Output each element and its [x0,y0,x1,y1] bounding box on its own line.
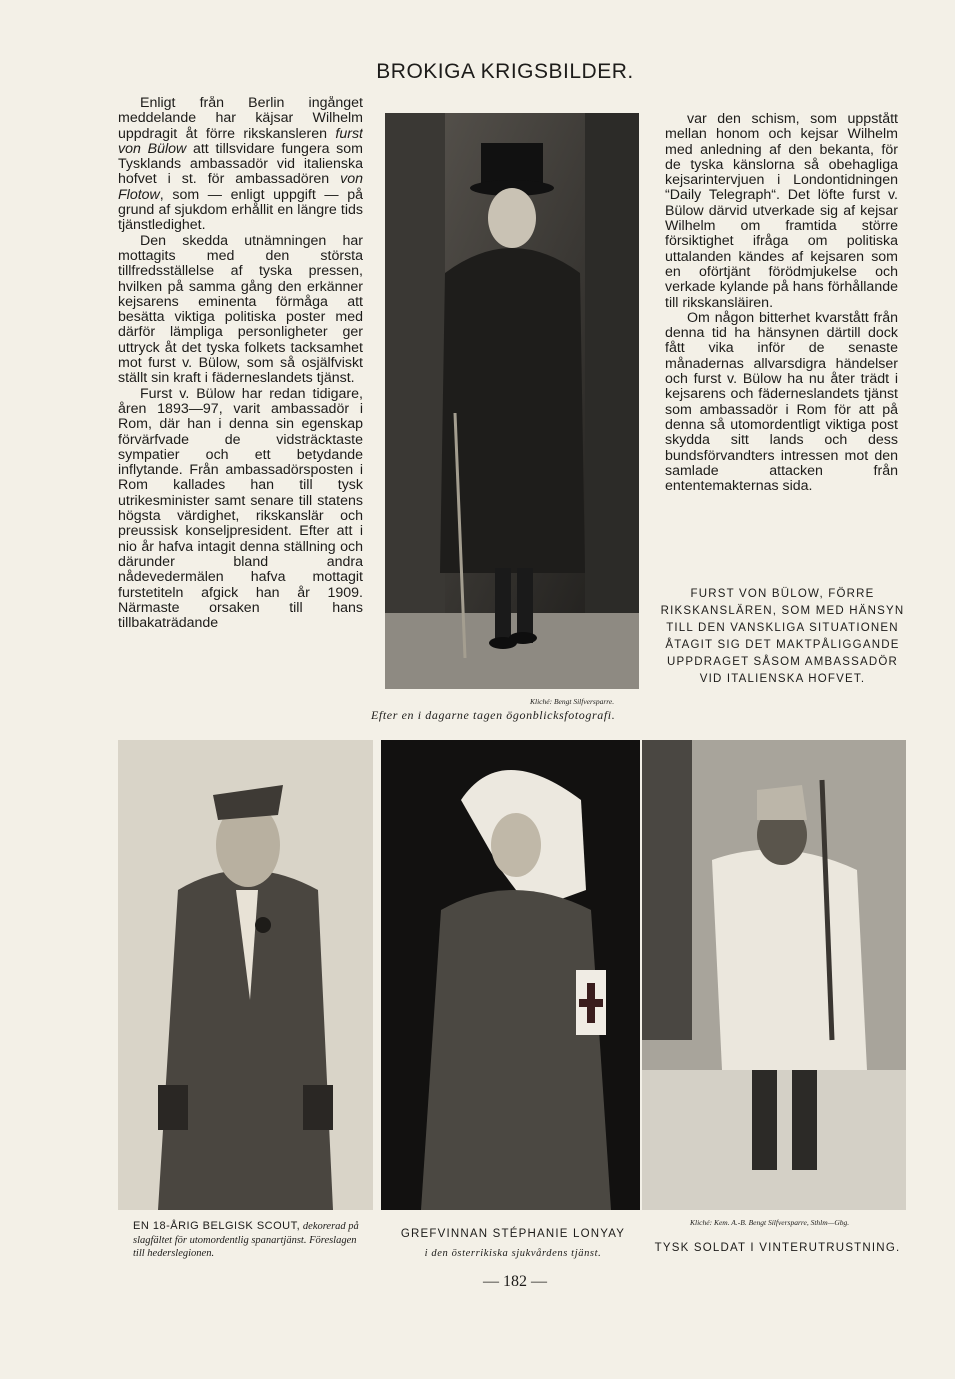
photo-bulow [385,113,639,689]
body-text: Om någon bitterhet kvarstått från denna tid ha hänsynen därtill dock fått vika inför de senaste månadernas allvarsdigra händelser och furst v. Bülow ha nu åter trädt i kejsarens och fäderneslandets tjänst som ambassadör i Rom för att på denna så utomordentligt viktiga post skydda sitt lands och dess bundsförvandters intressen mot den samlade attacken från ententemakternas sida. [665,309,898,495]
scout-caption [133,1220,369,1261]
paragraph [118,96,363,234]
page-title: BROKIGA KRIGSBILDER. [376,60,634,83]
nurse-caption-text: i den österrikiska sjukvårdens tjänst. [424,1248,602,1259]
emphasis-text: von Flotow [118,171,363,203]
right-column-text [665,112,898,547]
scout-caption-title: EN 18-ÅRIG BELGISK SCOUT, [133,1220,301,1232]
paragraph [665,112,898,311]
paragraph [118,387,363,632]
body-text: Den skedda utnämningen har mottagits med den största tillfredsställelse af tyska pressen, hvilken på samma gång den erkänner kejsarens eminenta förmåga att besätta viktiga politiska poster med därför lämpliga personligheter ger uttryck åt det tyska folkets tacksamhet mot furst v. Bülow, som så osjälfviskt ställt sin kraft i fäderneslandets tjänst. [118,232,363,387]
body-text: var den schism, som uppstått mellan honom och kejsar Wilhelm med anledning af den bekanta, för de tyska känslorna så obehagliga kejsarintervjuen i Londontidningen “Daily Telegraph“. Det löfte furst v. Bülow därvid utverkade sig af kejsar Wilhelm om framtida större försiktighet ifråga om politiska uttalanden kändes af kejsaren som en oförtjänt förödmjukelse och verkade kylande på hans förhållande till rikskansläiren. [665,112,898,311]
left-column-text [118,96,363,726]
emphasis-text: furst von Bülow [118,125,363,157]
photo-soldier [642,740,906,1210]
body-text: , som — enligt uppgift — på grund af sjukdom erhållit en längre tids tjänstledighet. [118,186,363,234]
photo-scout [118,740,373,1210]
soldier-photo-credit: Kliché: Kem. A.-B. Bengt Silfversparre, Sthlm—Gbg. [690,1218,850,1227]
scout-caption-text: dekorerad på slagfältet för utomordentlig spanartjänst. Föreslagen till hederslegionen. [133,1221,359,1259]
body-text: Enligt från Berlin ingånget meddelande har käjsar Wilhelm uppdragit åt förre rikskansleren [118,96,363,142]
paragraph [118,234,363,387]
top-photo-credit: Kliché: Bengt Silfversparre. [530,697,615,706]
nurse-caption-title: GREFVINNAN STÉPHANIE LONYAY [400,1228,626,1240]
photo-nurse [381,740,640,1210]
bulow-caption: FURST VON BÜLOW, FÖRRE RIKSKANSLÄREN, SOM MED HÄNSYN TILL DEN VANSKLIGA SITUATIONEN ÅTAGIT SIG DET MAKTPÅLIGGANDE UPPDRAGET SÅSOM AMBASSADÖR VID ITALIENSKA HOFVET. [660,588,905,685]
body-text: att tillsvidare fungera som Tysklands ambassadör vid italienska hofvet i st. för ambassadören [118,140,363,188]
page-number: — 182 — [483,1273,547,1290]
body-text: Furst v. Bülow har redan tidigare, åren 1893—97, varit ambassadör i Rom, där han i denna sin egenskap förvärfvade de vidsträcktaste sympatier och ett betydande inflytande. Från ambassadörsposten i Rom kallades han till tysk utrikesminister samt senare till statens högsta värdighet, rikskanslär och preussisk konseljpresident. Efter att i nio år hafva intagit denna ställning och därunder bland andra nådevedermälen hafva mottagit furstetiteln afgick han år 1909. Närmaste orsaken till hans tillbakaträdande [118,385,363,632]
paragraph [665,311,898,495]
top-photo-caption: Efter en i dagarne tagen ögonblicksfotografi. [371,708,616,722]
soldier-caption-title: TYSK SOLDAT I VINTERUTRUSTNING. [654,1242,901,1254]
